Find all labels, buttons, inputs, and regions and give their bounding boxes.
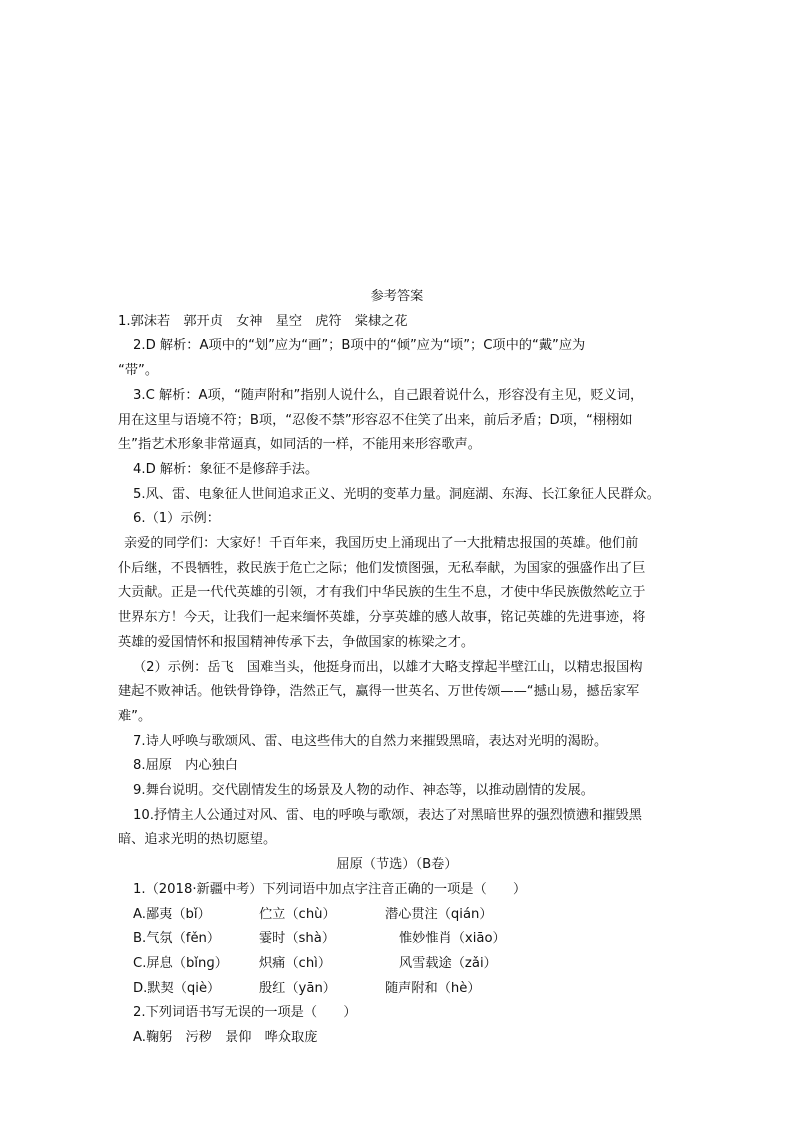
answer-line-6-2-cont-b: 难”。	[118, 708, 152, 724]
answer-line-6-p5: 英雄的爱国情怀和报国精神传承下去，争做国家的栋梁之才。	[118, 634, 475, 650]
option-a-word-2: 伫立（chù）	[259, 906, 336, 922]
answer-line-6-p2: 仆后继，不畏牺牲，救民族于危亡之际；他们发愤图强，无私奉献，为国家的强盛作出了巨	[118, 560, 646, 576]
question-1-option-d	[0, 977, 794, 1002]
question-2-option-a: A.鞠躬 污秽 景仰 哗众取庞	[133, 1030, 318, 1046]
answer-line-6: 6.（1）示例：	[133, 511, 220, 527]
answer-line-7: 7.诗人呼唤与歌颂风、雷、电这些伟大的自然力来摧毁黑暗，表达对光明的渴盼。	[133, 733, 608, 749]
answer-line-2-cont: “带”。	[118, 363, 159, 379]
option-b-word-3: 惟妙惟肖（xiāo）	[399, 931, 506, 947]
option-c-word-3: 风雪载途（zǎi）	[399, 955, 497, 971]
option-d-word-3: 随声附和（hè）	[385, 980, 481, 996]
option-a-word-3: 潜心贯注（qián）	[385, 906, 493, 922]
question-1-option-b	[0, 927, 794, 952]
option-b-word-1: B.气氛（fěn）	[133, 931, 221, 947]
question-1-option-c	[0, 952, 794, 977]
answer-line-3: 3.C 解析：A项，“随声附和”指别人说什么，自己跟着说什么，形容没有主见，贬义词，	[133, 387, 644, 403]
answer-line-6-2-cont-a: 建起不败神话。他铁骨铮铮，浩然正气，赢得一世英名、万世传颂——“撼山易，撼岳家军	[118, 684, 640, 700]
answer-line-2: 2.D 解析：A项中的“划”应为“画”；B项中的“倾”应为“顷”；C项中的“戴”应为	[133, 338, 586, 354]
answer-line-3-cont-a: 用在这里与语境不符；B项，“忍俊不禁”形容忍不住笑了出来，前后矛盾；D项，“栩栩如	[118, 412, 633, 428]
answer-line-6-p4: 世界东方！今天，让我们一起来缅怀英雄，分享英雄的感人故事，铭记英雄的先进事迹，将	[118, 610, 646, 626]
answer-line-3-cont-b: 生”指艺术形象非常逼真，如同活的一样，不能用来形容歌声。	[118, 437, 481, 453]
answer-line-10-cont: 暗、追求光明的热切愿望。	[118, 832, 277, 848]
answer-content	[0, 285, 794, 1051]
answer-line-10: 10.抒情主人公通过对风、雷、电的呼唤与歌颂，表达了对黑暗世界的强烈愤懑和摧毁黑	[133, 807, 642, 823]
option-c-word-1: C.屏息（bǐnɡ）	[133, 955, 228, 971]
option-b-word-2: 霎时（shà）	[259, 931, 336, 947]
answer-line-1: 1.郭沫若 郭开贞 女神 星空 虎符 棠棣之花	[118, 313, 408, 329]
answer-line-4: 4.D 解析：象征不是修辞手法。	[133, 461, 319, 477]
option-d-word-1: D.默契（qiè）	[133, 980, 221, 996]
question-1-stem: 1.（2018·新疆中考）下列词语中加点字注音正确的一项是（ ）	[133, 881, 527, 897]
answer-line-5: 5.风、雷、电象征人世间追求正义、光明的变革力量。洞庭湖、东海、长江象征人民群众。	[133, 486, 660, 502]
answers-title: 参考答案	[370, 289, 424, 304]
question-1-option-a	[0, 903, 794, 928]
option-d-word-2: 殷红（yān）	[259, 980, 336, 996]
answer-line-6-2: （2）示例：岳飞 国难当头，他挺身而出，以雄才大略支撑起半壁江山，以精忠报国构	[133, 659, 643, 675]
answer-line-8: 8.屈原 内心独白	[133, 758, 238, 774]
answer-line-6-p1: 亲爱的同学们：大家好！千百年来，我国历史上涌现出了一大批精忠报国的英雄。他们前	[124, 536, 639, 552]
question-2-stem: 2.下列词语书写无误的一项是（ ）	[133, 1005, 357, 1021]
option-a-word-1: A.鄙夷（bǐ）	[133, 906, 211, 922]
option-c-word-2: 炽痛（chì）	[259, 955, 332, 971]
section-title: 屈原（节选）（B卷）	[336, 857, 458, 873]
answer-line-6-p3: 大贡献。正是一代代英雄的引领，才有我们中华民族的生生不息，才使中华民族傲然屹立于	[118, 585, 646, 601]
answer-line-9: 9.舞台说明。交代剧情发生的场景及人物的动作、神态等，以推动剧情的发展。	[133, 783, 594, 799]
